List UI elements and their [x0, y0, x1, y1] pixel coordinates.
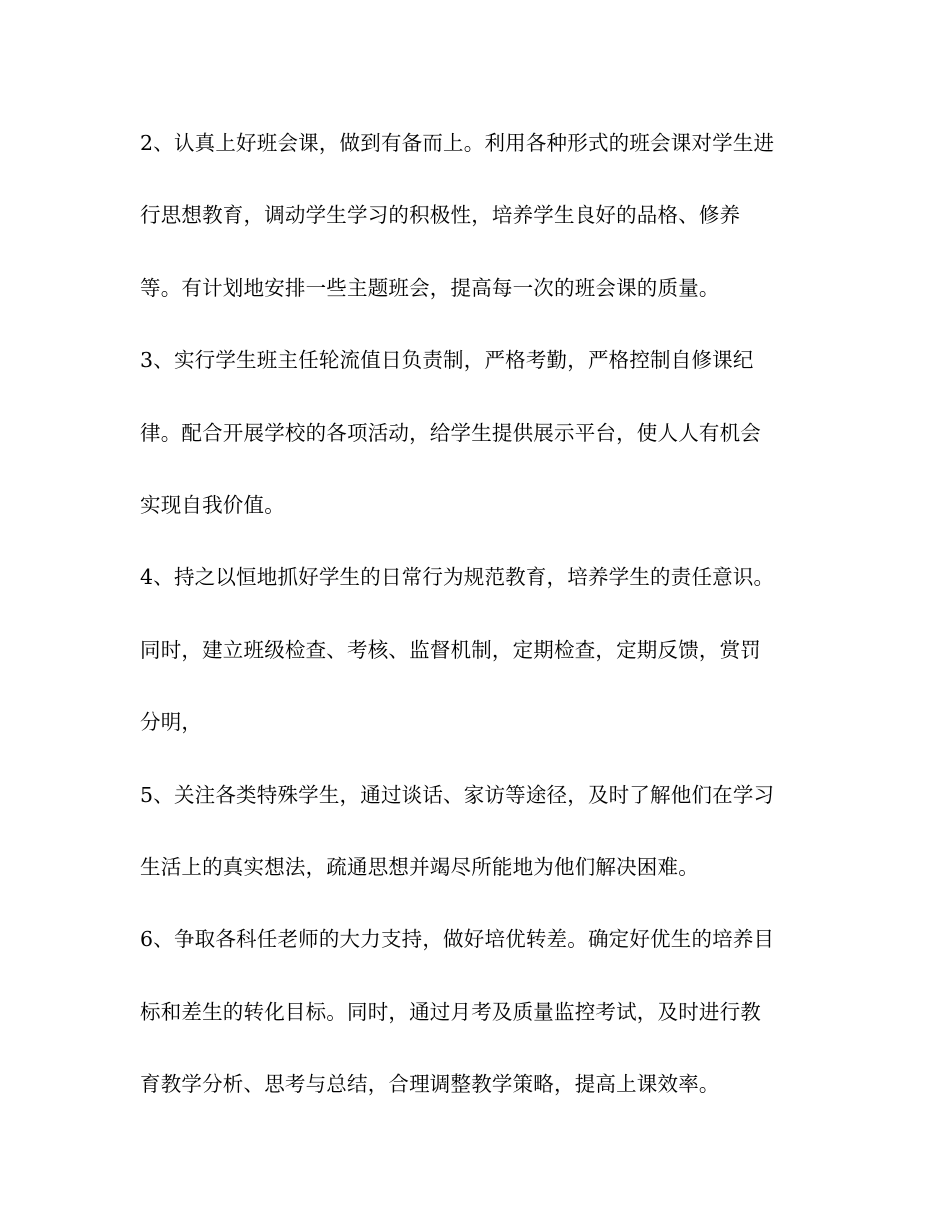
text-line: 3、实行学生班主任轮流值日负责制，严格考勤，严格控制自修课纪: [140, 348, 754, 373]
text-line: 5、关注各类特殊学生，通过谈话、家访等途径，及时了解他们在学习: [140, 782, 775, 807]
text-line: 6、争取各科任老师的大力支持，做好培优转差。确定好优生的培养目: [140, 927, 775, 952]
text-line: 生活上的真实想法，疏通思想并竭尽所能地为他们解决困难。: [140, 854, 699, 879]
document-body: [140, 120, 820, 1133]
text-line: 标和差生的转化目标。同时，通过月考及质量监控考试，及时进行教: [140, 999, 761, 1024]
text-line: 行思想教育，调动学生学习的积极性，培养学生良好的品格、修养: [140, 203, 741, 228]
text-line: 育教学分析、思考与总结，合理调整教学策略，提高上课效率。: [140, 1072, 720, 1097]
text-line: 2、认真上好班会课，做到有备而上。利用各种形式的班会课对学生进: [140, 131, 775, 155]
text-line: 分明，: [140, 710, 203, 735]
text-line: 律。配合开展学校的各项活动，给学生提供展示平台，使人人有机会: [140, 420, 761, 445]
text-line: 实现自我价值。: [140, 492, 285, 517]
text-line: 等。有计划地安排一些主题班会，提高每一次的班会课的质量。: [140, 275, 720, 300]
text-line: 同时，建立班级检查、考核、监督机制，定期检查，定期反馈，赏罚: [140, 637, 761, 662]
text-line: 4、持之以恒地抓好学生的日常行为规范教育，培养学生的责任意识。: [140, 565, 775, 590]
